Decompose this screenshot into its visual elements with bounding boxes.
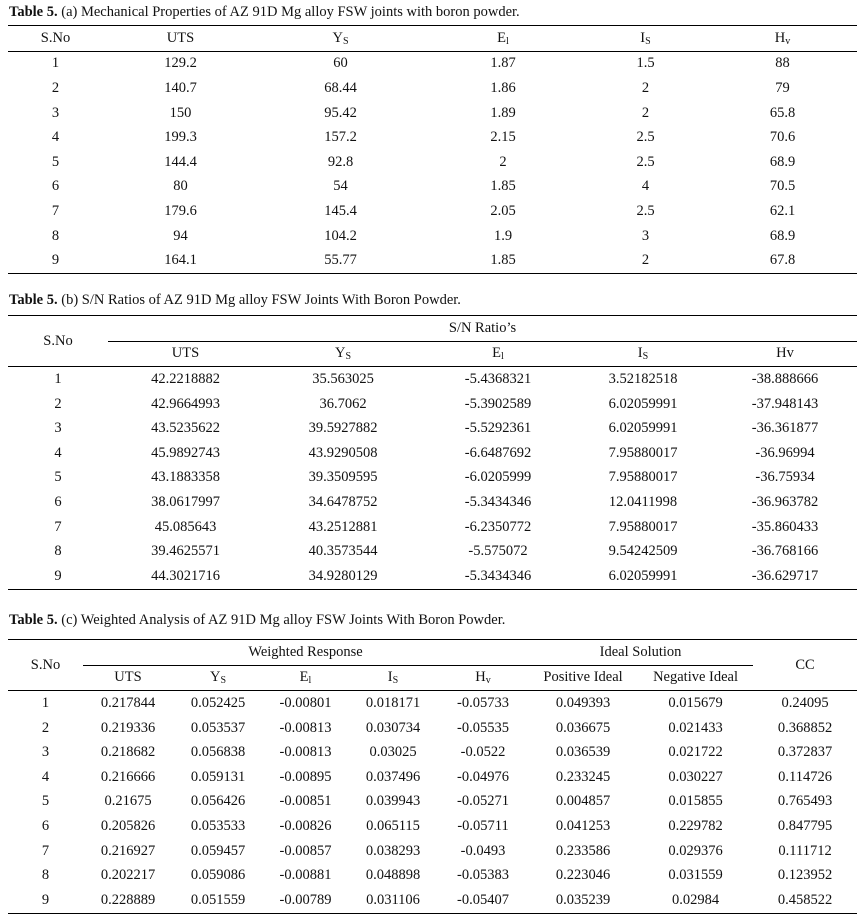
table-b-caption-text: (b) S/N Ratios of AZ 91D Mg alloy FSW Joints With Boron Powder. [57, 292, 461, 308]
table-cell: 9 [41, 891, 50, 908]
table_c-col-header-subscript: S [220, 675, 227, 687]
table-cell: 2.5 [636, 153, 655, 170]
table-cell: -0.00813 [279, 719, 332, 736]
table_c-col-header-text: E [299, 669, 309, 686]
table-cell: 5 [41, 793, 50, 810]
table-cell: -0.00813 [279, 744, 332, 761]
table-cell: 0.049393 [555, 694, 611, 711]
table-cell: 0.004857 [555, 793, 611, 810]
table-cell: -0.05271 [457, 793, 509, 810]
table_b-col-header-text: Hv [776, 345, 794, 362]
table_b-col-header-subscript: S [345, 351, 352, 363]
table-cell: 1.85 [490, 178, 516, 195]
table-cell: 144.4 [164, 153, 197, 170]
table-cell: 6 [41, 817, 50, 834]
table-cell: 1 [54, 370, 62, 387]
table_a-col-header-subscript: S [645, 35, 651, 47]
table-cell: 0.038293 [365, 842, 421, 859]
table-cell: 55.77 [324, 252, 357, 269]
table_c-col-header-text: Y [209, 669, 221, 686]
table-row [8, 248, 857, 273]
table_c-col-header-subscript: S [392, 675, 399, 687]
table-cell: 0.216927 [100, 842, 156, 859]
table-cell: 0.228889 [100, 891, 156, 908]
table-cell: 5 [51, 153, 60, 170]
table-row [8, 150, 857, 175]
table_a-col-header [103, 26, 258, 52]
table-cell: 6 [51, 178, 60, 195]
table-cell: -36.361877 [751, 420, 819, 437]
table-cell: 2.5 [636, 202, 655, 219]
table-row [8, 51, 857, 76]
table-cell: 1.9 [493, 227, 513, 244]
table-cell: 2 [641, 252, 650, 269]
table-cell: -38.888666 [751, 370, 819, 387]
table_c-col-header [348, 665, 438, 691]
table_b-col-header [713, 341, 857, 367]
table-cell: 70.5 [769, 178, 796, 195]
table-cell: 0.039943 [365, 793, 421, 810]
table-cell: 34.6478752 [308, 493, 378, 510]
table-cell: 94 [173, 227, 188, 244]
table-row [8, 765, 857, 790]
table-cell: 67.8 [769, 252, 796, 269]
table-cell: 0.056838 [190, 744, 246, 761]
table-cell: 3 [54, 420, 62, 437]
table-cell: 3 [41, 744, 50, 761]
table-row [8, 441, 857, 466]
table-row [8, 224, 857, 249]
table-cell: 39.5927882 [308, 420, 378, 437]
table-cell: -0.00826 [279, 817, 332, 834]
table-cell: 0.217844 [100, 694, 156, 711]
table-cell: 0.021722 [668, 744, 723, 761]
table-cell: 1 [41, 694, 50, 711]
table-cell: -0.00881 [279, 867, 332, 884]
table-cell: -5.575072 [468, 543, 528, 560]
table-cell: 0.368852 [777, 719, 833, 736]
table-b-group-header: S/N Ratio’s [108, 316, 857, 342]
table-cell: 3 [641, 227, 650, 244]
table-cell: -35.860433 [751, 518, 819, 535]
table-cell: -0.05733 [457, 694, 509, 711]
table-cell: -0.00895 [279, 768, 332, 785]
table-row [8, 839, 857, 864]
table-cell: -6.6487692 [464, 444, 532, 461]
table-cell: 0.018171 [365, 694, 421, 711]
table-cell: 4 [41, 768, 50, 785]
table-cell: 2 [499, 153, 507, 170]
table_a-col-header-subscript: l [506, 35, 509, 47]
table-cell: 92.8 [327, 153, 354, 170]
table-cell: 0.056426 [190, 793, 246, 810]
table_b-col-header-text: Y [334, 345, 346, 362]
table-cell: 40.3573544 [308, 543, 378, 560]
table-cell: 8 [51, 227, 60, 244]
table_c-col-header-text: UTS [114, 669, 142, 686]
table-cell: 0.053533 [190, 817, 246, 834]
table-cell: 0.233586 [555, 842, 611, 859]
table-row [8, 740, 857, 765]
table-a-body [8, 51, 857, 273]
table-row [8, 416, 857, 441]
table-cell: -0.04976 [457, 768, 509, 785]
table-cell: -5.3902589 [464, 395, 532, 412]
table-cell: 104.2 [324, 227, 357, 244]
table-cell: 2 [51, 79, 60, 96]
table-cell: 0.030734 [365, 719, 421, 736]
table-cell: -5.3434346 [464, 493, 532, 510]
table_b-col-header [263, 341, 423, 367]
table-cell: 0.036675 [555, 719, 611, 736]
table-cell: -0.00789 [279, 891, 332, 908]
table-c-header-row [8, 665, 857, 691]
table-cell: 0.015855 [668, 793, 723, 810]
table-cell: 0.218682 [100, 744, 156, 761]
table-cell: -0.05407 [457, 891, 509, 908]
table-cell: 4 [51, 129, 60, 146]
table-cell: -36.629717 [751, 567, 819, 584]
table_c-col-header [173, 665, 263, 691]
table-cell: 38.0617997 [151, 493, 220, 510]
table-cell: 0.216666 [100, 768, 156, 785]
table-cell: 0.111712 [778, 842, 832, 859]
table-cell: 164.1 [164, 252, 197, 269]
table-cell: 0.051559 [190, 891, 246, 908]
table-cell: -0.00801 [279, 694, 332, 711]
table-cell: 2.5 [636, 129, 655, 146]
table-cell: 0.372837 [777, 744, 833, 761]
table-cell: 0.035239 [555, 891, 611, 908]
table-a-caption-text: (a) Mechanical Properties of AZ 91D Mg alloy FSW joints with boron powder. [57, 4, 520, 20]
table-cell: 2 [641, 104, 650, 121]
table_c-col-header-subscript: l [308, 675, 312, 687]
table_c-col-header [638, 665, 753, 691]
table-cell: 0.03025 [369, 744, 417, 761]
table-a-header-row [8, 26, 857, 52]
table-cell: 45.9892743 [151, 444, 220, 461]
table-b-header-row [8, 341, 857, 367]
table-cell: 0.041253 [555, 817, 611, 834]
table-cell: 68.44 [324, 79, 357, 96]
table-cell: -0.05711 [457, 817, 509, 834]
table-row [8, 888, 857, 913]
table-cell: 0.059086 [190, 867, 246, 884]
table-c-group-row [8, 640, 857, 666]
table_a-col-header-subscript: S [342, 35, 349, 47]
table-cell: 42.9664993 [151, 395, 220, 412]
table-cell: 0.02984 [671, 891, 720, 908]
table-cell: -6.2350772 [464, 518, 532, 535]
table-row [8, 125, 857, 150]
table-cell: 1 [51, 55, 60, 72]
table-row [8, 76, 857, 101]
table-a [8, 25, 857, 274]
table_b-col-header [423, 341, 573, 367]
table-cell: 1.86 [490, 79, 516, 96]
table-cell: 60 [333, 55, 348, 72]
table-a-caption [9, 4, 520, 21]
table-cell: 6.02059991 [608, 420, 678, 437]
table-cell: 0.765493 [777, 793, 833, 810]
table-cell: 0.031559 [668, 867, 723, 884]
table_c-col-header-text: I [387, 669, 393, 686]
table-c-sno-header: S.No [8, 640, 83, 691]
table-b-caption [9, 292, 461, 309]
table-cell: -0.0493 [460, 842, 506, 859]
table-row [8, 691, 857, 716]
table-cell: 0.229782 [668, 817, 723, 834]
table_a-col-header-text: E [497, 29, 507, 46]
table-cell: 95.42 [324, 104, 357, 121]
table-cell: 1.5 [636, 55, 655, 72]
table-row [8, 101, 857, 126]
table-cell: 157.2 [324, 129, 357, 146]
table_b-col-header-subscript: S [642, 351, 649, 363]
table-cell: 42.2218882 [151, 370, 220, 387]
table-cell: 6.02059991 [608, 395, 678, 412]
table_a-col-header [8, 26, 103, 52]
table-b-body [8, 367, 857, 589]
table-cell: 9.54242509 [608, 543, 678, 560]
table-cell: 0.114726 [778, 768, 832, 785]
table-cell: 0.21675 [104, 793, 152, 810]
table-cell: 150 [169, 104, 192, 121]
table_a-col-header-subscript: v [785, 35, 791, 47]
table_b-col-header [108, 341, 263, 367]
table-cell: 1.85 [490, 252, 516, 269]
table-cell: 129.2 [164, 55, 197, 72]
table-cell: 2 [641, 79, 650, 96]
table-cell: 4 [54, 444, 62, 461]
table-row [8, 199, 857, 224]
table-c-weighted-header: Weighted Response [83, 640, 528, 666]
table-cell: 0.021433 [668, 719, 723, 736]
table-cell: -0.0522 [460, 744, 506, 761]
table-b-caption-label: Table 5. [9, 292, 58, 308]
table-row [8, 367, 857, 392]
table-cell: 0.029376 [668, 842, 723, 859]
table_c-col-header [438, 665, 528, 691]
table-cell: 2 [41, 719, 50, 736]
table-cell: 0.059131 [190, 768, 246, 785]
table-cell: 44.3021716 [151, 567, 220, 584]
table-cell: -36.96994 [755, 444, 815, 461]
table_a-col-header [258, 26, 423, 52]
table-cell: 0.205826 [100, 817, 156, 834]
table-cell: -36.768166 [751, 543, 819, 560]
table-cell: 36.7062 [319, 395, 367, 412]
table-cell: 54 [333, 178, 348, 195]
table-cell: 0.458522 [777, 891, 833, 908]
table-cell: 88 [775, 55, 790, 72]
table-row [8, 539, 857, 564]
table-cell: 8 [41, 867, 50, 884]
table-cell: 7.95880017 [608, 469, 678, 486]
table_c-col-header-text: Positive Ideal [543, 669, 623, 686]
table-cell: 68.9 [769, 227, 796, 244]
table-cell: 0.233245 [555, 768, 611, 785]
table-c-caption [9, 612, 505, 629]
table_b-col-header-text: I [637, 345, 643, 362]
table-cell: -0.05535 [457, 719, 509, 736]
table-cell: 1.87 [490, 55, 516, 72]
table-cell: -5.5292361 [464, 420, 532, 437]
table_b-col-header-subscript: l [501, 351, 504, 363]
table-cell: 140.7 [164, 79, 197, 96]
table-cell: 2 [54, 395, 62, 412]
table_a-col-header-text: S.No [40, 29, 71, 46]
table_b-col-header-text: E [492, 345, 502, 362]
table_c-col-header-subscript: v [485, 675, 491, 687]
table-cell: 0.031106 [366, 891, 420, 908]
table-c-ideal-header: Ideal Solution [528, 640, 753, 666]
table-cell: 1.89 [490, 104, 516, 121]
table-cell: 9 [51, 252, 60, 269]
table-cell: 7 [54, 518, 62, 535]
table-cell: 0.123952 [777, 867, 833, 884]
table_c-col-header-text: Negative Ideal [653, 669, 739, 686]
table-cell: 6 [54, 493, 62, 510]
table-cell: -0.05383 [457, 867, 509, 884]
table-cell: 39.3509595 [308, 469, 378, 486]
table-cell: 0.219336 [100, 719, 156, 736]
table-row [8, 515, 857, 540]
table-cell: -0.00851 [279, 793, 332, 810]
table-cell: -36.963782 [751, 493, 819, 510]
table-cell: 145.4 [324, 202, 357, 219]
table-c [8, 639, 857, 914]
table-cell: 0.053537 [190, 719, 246, 736]
table-cell: 3 [51, 104, 60, 121]
table-cell: 62.1 [769, 202, 796, 219]
table-cell: 43.2512881 [308, 518, 378, 535]
table-cell: 35.563025 [312, 370, 374, 387]
table-cell: 34.9280129 [308, 567, 378, 584]
table_a-col-header [423, 26, 583, 52]
table-a-caption-label: Table 5. [9, 4, 58, 20]
table-row [8, 466, 857, 491]
table-row [8, 863, 857, 888]
table-cell: 9 [54, 567, 62, 584]
table-cell: 43.9290508 [308, 444, 378, 461]
table-cell: 3.52182518 [608, 370, 678, 387]
table-b-sno-header: S.No [8, 316, 108, 367]
table-row [8, 814, 857, 839]
table-cell: 68.9 [769, 153, 796, 170]
table-cell: 43.1883358 [151, 469, 220, 486]
table-row [8, 790, 857, 815]
table-cell: 0.065115 [366, 817, 420, 834]
table-cell: 43.5235622 [151, 420, 220, 437]
table-cell: 70.6 [769, 129, 796, 146]
table-cell: 45.085643 [154, 518, 217, 535]
table-cell: -6.0205999 [464, 469, 532, 486]
table-cell: 0.030227 [668, 768, 723, 785]
table-row [8, 564, 857, 589]
table-cell: 79 [775, 79, 790, 96]
table-cell: 65.8 [769, 104, 796, 121]
table-cell: 0.036539 [555, 744, 611, 761]
table-cell: 6.02059991 [608, 567, 678, 584]
table-b [8, 315, 857, 590]
table-cell: 0.052425 [190, 694, 246, 711]
table-cell: 7 [51, 202, 60, 219]
table-cell: 0.048898 [365, 867, 421, 884]
table-cell: -5.3434346 [464, 567, 532, 584]
table-cell: 0.223046 [555, 867, 611, 884]
table-cell: 199.3 [164, 129, 197, 146]
table_a-col-header-text: H [774, 29, 786, 46]
table-c-cc-header: CC [753, 640, 857, 691]
table_a-col-header-text: Y [332, 29, 343, 46]
table-cell: 0.202217 [100, 867, 156, 884]
table-cell: 0.037496 [365, 768, 421, 785]
table-cell: 4 [641, 178, 650, 195]
table-row [8, 175, 857, 200]
table-cell: 0.847795 [777, 817, 833, 834]
table_c-col-header [528, 665, 638, 691]
table-cell: 8 [54, 543, 62, 560]
table_c-col-header [83, 665, 173, 691]
table_a-col-header [583, 26, 708, 52]
table-c-caption-label: Table 5. [9, 612, 58, 628]
table-cell: 0.015679 [668, 694, 723, 711]
table-c-caption-text: (c) Weighted Analysis of AZ 91D Mg alloy FSW Joints With Boron Powder. [57, 612, 506, 628]
table-cell: 0.059457 [190, 842, 246, 859]
table-cell: 7 [41, 842, 50, 859]
table-cell: 7.95880017 [608, 518, 678, 535]
table_b-col-header-text: UTS [171, 345, 200, 362]
table-c-body [8, 691, 857, 913]
table_b-col-header [573, 341, 713, 367]
table-cell: 12.0411998 [608, 493, 678, 510]
table-row [8, 490, 857, 515]
table-row [8, 392, 857, 417]
table-cell: 5 [54, 469, 62, 486]
table-row [8, 716, 857, 741]
table_a-col-header [708, 26, 857, 52]
table-cell: -5.4368321 [464, 370, 532, 387]
table_a-col-header-text: I [640, 29, 646, 46]
table-cell: -0.00857 [279, 842, 332, 859]
table-cell: 39.4625571 [151, 543, 220, 560]
table_c-col-header [263, 665, 348, 691]
table-cell: 179.6 [164, 202, 197, 219]
table-cell: 0.24095 [781, 694, 829, 711]
table-b-group-row [8, 316, 857, 342]
table-cell: 7.95880017 [608, 444, 678, 461]
table-cell: 2.05 [490, 202, 516, 219]
table-cell: 2.15 [490, 129, 516, 146]
table-cell: -37.948143 [751, 395, 819, 412]
table_a-col-header-text: UTS [166, 29, 195, 46]
table-cell: -36.75934 [755, 469, 815, 486]
table_c-col-header-text: H [475, 669, 486, 686]
table-cell: 80 [173, 178, 188, 195]
